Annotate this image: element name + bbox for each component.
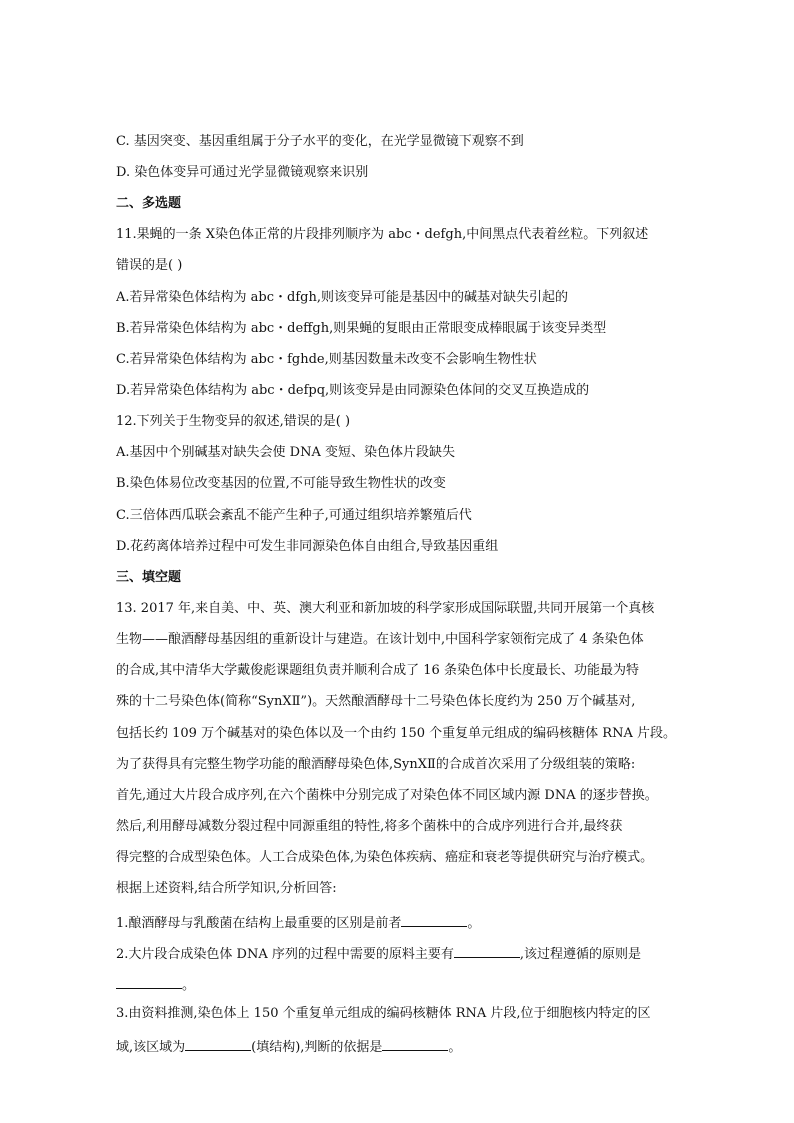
passage-line-10: 根据上述资料,结合所学知识,分析回答: bbox=[116, 881, 337, 896]
sub-question-2-end: 。 bbox=[182, 978, 196, 993]
sub-question-3-line1: 3.由资料推测,染色体上 150 个重复单元组成的编码核糖体 RNA 片段,位于细胞核内特定的区 bbox=[116, 1006, 651, 1021]
passage-line-7: 首先,通过大片段合成序列,在六个菌株中分别完成了对染色体不同区域内源 DNA 的逐步替换。 bbox=[116, 788, 658, 803]
answer-blank-2b[interactable] bbox=[116, 974, 182, 989]
question-12-stem: 12.下列关于生物变异的叙述,错误的是( ) bbox=[116, 414, 351, 429]
sub-question-1 bbox=[116, 912, 696, 933]
answer-blank-2a[interactable] bbox=[454, 943, 520, 958]
question-11-option-b: B.若异常染色体结构为 abc・deffgh,则果蝇的复眼由正常眼变成棒眼属于该变异类型 bbox=[116, 321, 607, 336]
option-c-q10: C. 基因突变、基因重组属于分子水平的变化，在光学显微镜下观察不到 bbox=[116, 134, 524, 149]
question-12-option-d: D.花药离体培养过程中可发生非同源染色体自由组合,导致基因重组 bbox=[116, 539, 499, 554]
sub-question-1-text: 1.酿酒酵母与乳酸菌在结构上最重要的区别是前者 bbox=[116, 916, 402, 931]
question-11-option-c: C.若异常染色体结构为 abc・fghde,则基因数量未改变不会影响生物性状 bbox=[116, 352, 537, 367]
sub-question-3-text: 域,该区域为 bbox=[116, 1040, 186, 1055]
question-12-option-c: C.三倍体西瓜联会紊乱不能产生种子,可通过组织培养繁殖后代 bbox=[116, 508, 472, 523]
passage-line-8: 然后,利用酵母减数分裂过程中同源重组的特性,将多个菌株中的合成序列进行合并,最终获 bbox=[116, 819, 623, 834]
answer-blank-1[interactable] bbox=[401, 912, 467, 927]
passage-line-1: 13. 2017 年,来自美、中、英、澳大利亚和新加坡的科学家形成国际联盟,共同开展第一个真核 bbox=[116, 601, 655, 616]
section-heading-multiple-choice: 二、多选题 bbox=[116, 196, 182, 211]
sub-question-2-text: 2.大片段合成染色体 DNA 序列的过程中需要的原料主要有 bbox=[116, 947, 454, 962]
passage-line-4: 殊的十二号染色体(简称“SynXⅡ”)。天然酿酒酵母十二号染色体长度约为 250 万个碱基对, bbox=[116, 694, 636, 709]
sub-question-3-end: 。 bbox=[448, 1040, 462, 1055]
option-d-q10: D. 染色体变异可通过光学显微镜观察来识别 bbox=[116, 165, 369, 180]
sub-question-2-mid: ,该过程遵循的原则是 bbox=[519, 947, 641, 962]
question-11-option-a: A.若异常染色体结构为 abc・dfgh,则该变异可能是基因中的碱基对缺失引起的 bbox=[116, 290, 568, 305]
question-11-stem-line1: 11.果蝇的一条 X染色体正常的片段排列顺序为 abc・defgh,中间黑点代表着丝粒。下列叙述 bbox=[116, 227, 649, 242]
passage-line-3: 的合成,其中清华大学戴俊彪课题组负责并顺利合成了 16 条染色体中长度最长、功能最为特 bbox=[116, 663, 639, 678]
passage-line-2: 生物——酿酒酵母基因组的重新设计与建造。在该计划中,中国科学家领衔完成了 4 条染色体 bbox=[116, 632, 644, 647]
question-11-stem-line2: 错误的是( ) bbox=[116, 258, 183, 273]
passage-line-9: 得完整的合成型染色体。人工合成染色体,为染色体疾病、癌症和衰老等提供研究与治疗模式。 bbox=[116, 850, 654, 865]
answer-blank-3a[interactable] bbox=[185, 1036, 251, 1051]
question-11-option-d: D.若异常染色体结构为 abc・defpq,则该变异是由同源染色体间的交叉互换造成的 bbox=[116, 383, 590, 398]
passage-line-5: 包括长约 109 万个碱基对的染色体以及一个由约 150 个重复单元组成的编码核糖体 RNA 片段。 bbox=[116, 726, 676, 741]
passage-line-6: 为了获得具有完整生物学功能的酿酒酵母染色体,SynXⅡ的合成首次采用了分级组装的策略: bbox=[116, 757, 636, 772]
sub-question-2-line2 bbox=[116, 974, 696, 995]
section-heading-fill-in: 三、填空题 bbox=[116, 570, 182, 585]
sub-question-3-mid: (填结构),判断的依据是 bbox=[251, 1040, 383, 1055]
question-12-option-a: A.基因中个别碱基对缺失会使 DNA 变短、染色体片段缺失 bbox=[116, 445, 455, 460]
sub-question-3-line2 bbox=[116, 1036, 696, 1057]
answer-blank-3b[interactable] bbox=[382, 1036, 448, 1051]
sub-question-2 bbox=[116, 943, 696, 964]
question-12-option-b: B.染色体易位改变基因的位置,不可能导致生物性状的改变 bbox=[116, 476, 446, 491]
sub-question-1-end: 。 bbox=[467, 916, 481, 931]
